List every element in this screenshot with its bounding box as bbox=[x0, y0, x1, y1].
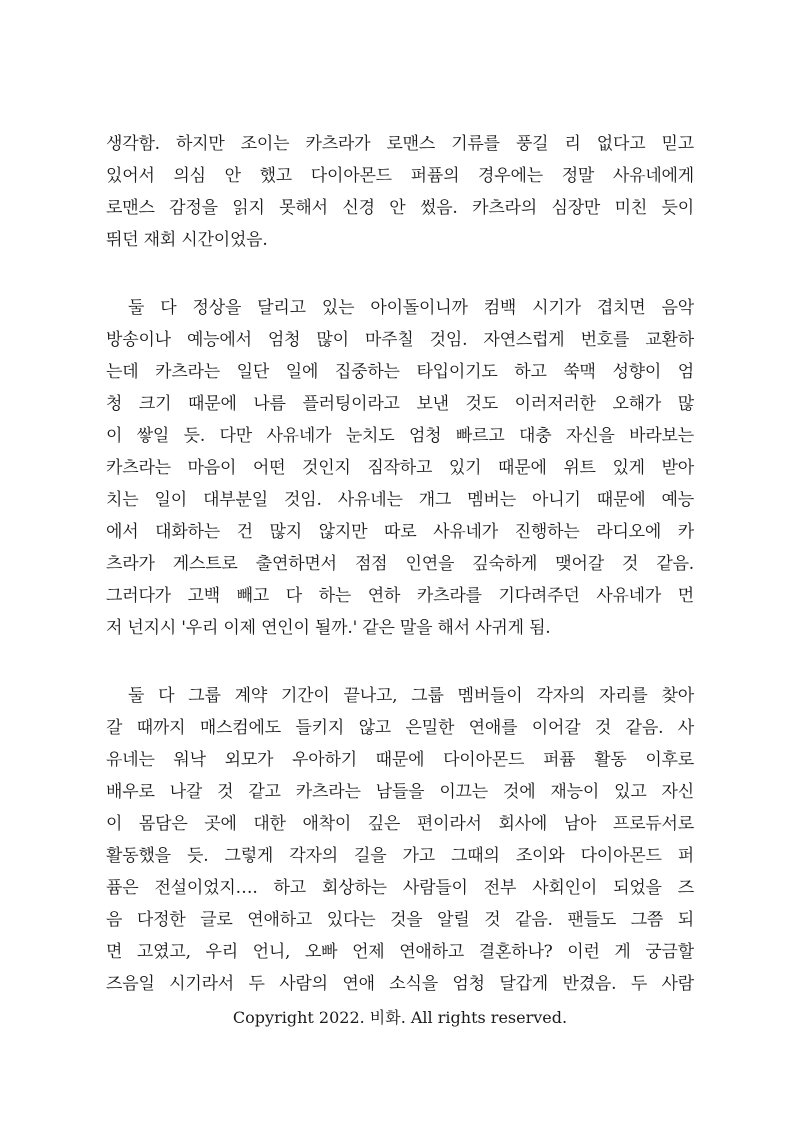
copyright-footer: Copyright 2022. 비화. All rights reserved. bbox=[232, 1008, 568, 1027]
text-line: 퓸은 전설이었지…. 하고 회상하는 사람들이 전부 사회인이 되었을 즈 bbox=[106, 878, 694, 898]
text-line: 즈음일 시기라서 두 사람의 연애 소식을 엄청 달갑게 반겼음. 두 사람 bbox=[106, 974, 694, 994]
text-line: 갈 때까지 매스컴에도 들키지 않고 은밀한 연애를 이어갈 것 같음. 사 bbox=[106, 718, 694, 738]
body-text bbox=[106, 128, 694, 1000]
paragraph-3 bbox=[106, 680, 694, 1000]
text-line: 카츠라는 마음이 어떤 것인지 짐작하고 있기 때문에 위트 있게 받아 bbox=[106, 458, 694, 478]
text-line: 청 크기 때문에 나름 플러팅이라고 보낸 것도 이러저러한 오해가 많 bbox=[106, 394, 694, 414]
text-line: 음 다정한 글로 연애하고 있다는 것을 알릴 것 같음. 팬들도 그쯤 되 bbox=[106, 910, 694, 930]
text-line: 방송이나 예능에서 엄청 많이 마주칠 것임. 자연스럽게 번호를 교환하 bbox=[106, 330, 694, 350]
text-line: 로맨스 감정을 읽지 못해서 신경 안 썼음. 카츠라의 심장만 미친 듯이 bbox=[106, 198, 694, 218]
text-line: 에서 대화하는 건 많지 않지만 따로 사유네가 진행하는 라디오에 카 bbox=[106, 522, 694, 542]
text-line: 그러다가 고백 빼고 다 하는 연하 카츠라를 기다려주던 사유네가 먼 bbox=[106, 586, 694, 606]
paragraph-2 bbox=[106, 292, 694, 644]
paragraph-1 bbox=[106, 128, 694, 256]
text-line: 저 넌지시 '우리 이제 연인이 될까.' 같은 말을 해서 사귀게 됨. bbox=[106, 618, 551, 638]
text-line: 생각함. 하지만 조이는 카츠라가 로맨스 기류를 풍길 리 없다고 믿고 bbox=[106, 134, 694, 154]
text-line: 치는 일이 대부분일 것임. 사유네는 개그 멤버는 아니기 때문에 예능 bbox=[106, 490, 694, 510]
text-line: 둘 다 정상을 달리고 있는 아이돌이니까 컴백 시기가 겹치면 음악 bbox=[128, 298, 694, 318]
text-line: 이 쌓일 듯. 다만 사유네가 눈치도 엄청 빠르고 대충 자신을 바라보는 bbox=[106, 426, 694, 446]
text-line: 있어서 의심 안 했고 다이아몬드 퍼퓸의 경우에는 정말 사유네에게 bbox=[106, 166, 694, 186]
text-line: 둘 다 그룹 계약 기간이 끝나고, 그룹 멤버들이 각자의 자리를 찾아 bbox=[128, 686, 694, 706]
text-line: 유네는 워낙 외모가 우아하기 때문에 다이아몬드 퍼퓸 활동 이후로 bbox=[106, 750, 694, 770]
text-line: 활동했을 듯. 그렇게 각자의 길을 가고 그때의 조이와 다이아몬드 퍼 bbox=[106, 846, 695, 866]
text-line: 는데 카츠라는 일단 일에 집중하는 타입이기도 하고 쑥맥 성향이 엄 bbox=[106, 362, 694, 382]
text-line: 배우로 나갈 것 같고 카츠라는 남들을 이끄는 것에 재능이 있고 자신 bbox=[106, 782, 694, 802]
text-line: 츠라가 게스트로 출연하면서 점점 인연을 깊숙하게 맺어갈 것 같음. bbox=[106, 554, 694, 574]
text-line: 이 몸담은 곳에 대한 애착이 깊은 편이라서 회사에 남아 프로듀서로 bbox=[106, 814, 694, 834]
text-line: 뛰던 재회 시간이었음. bbox=[106, 230, 268, 250]
text-line: 면 고였고, 우리 언니, 오빠 언제 연애하고 결혼하나? 이런 게 궁금할 bbox=[106, 942, 694, 962]
